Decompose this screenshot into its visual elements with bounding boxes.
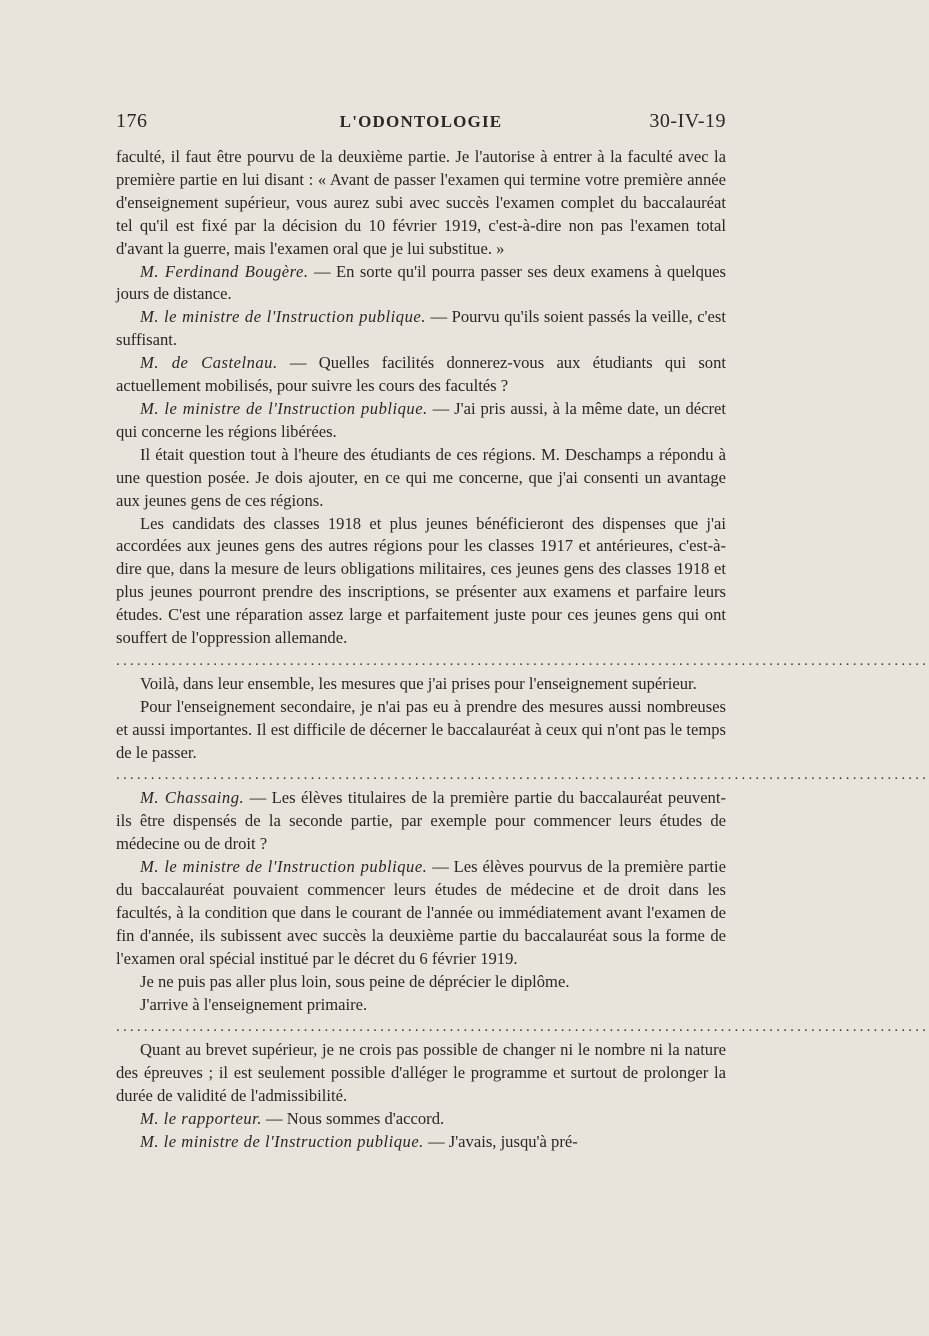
speaker: M. Chassaing. — [140, 788, 245, 808]
paragraph: M. le ministre de l'Instruction publique. — Les élèves pourvus de la première partie du baccalauréat pouvaient commencer leurs études de médecine et de droit dans les facultés, à la condition que dans le courant de l'année ou immédiatement avant l'examen de fin d'année, ils subissent avec succès la deuxième partie du baccalauréat sous la forme de l'examen oral spécial institué par le décret du 6 février 1919. — [116, 857, 726, 968]
paragraph: Il était question tout à l'heure des étudiants de ces régions. M. Deschamps a répondu à une question posée. Je dois ajouter, en ce qui me concerne, que j'ai consenti un avantage aux jeunes gens de ces régions. — [116, 444, 726, 510]
speaker: M. de Castelnau. — [140, 353, 278, 373]
paragraph: faculté, il faut être pourvu de la deuxième partie. Je l'autorise à entrer à la faculté avec la première partie en lui disant : « Avant de passer l'examen qui termine votre première année d'enseignement supérieur, vous aurez subi avec succès l'examen complet du baccalauréat tel qu'il est fixé par la décision du 10 février 1919, c'est-à-dire non pas l'examen total d'avant la guerre, mais l'examen oral que je lui substitue. » — [116, 147, 726, 258]
speaker: M. le ministre de l'Instruction publique. — [140, 398, 428, 418]
page-number: 176 — [116, 110, 148, 132]
journal-title: L'ODONTOLOGIE — [339, 112, 503, 131]
paragraph: M. le ministre de l'Instruction publique. — J'avais, jusqu'à pré- — [140, 1131, 578, 1151]
paragraph: M. Ferdinand Bougère. — En sorte qu'il pourra passer ses deux examens à quelques jours de distance. — [116, 261, 727, 304]
speaker: M. le ministre de l'Instruction publique. — [140, 857, 428, 877]
paragraph: J'arrive à l'enseignement primaire. — [140, 994, 368, 1014]
article-body — [116, 146, 929, 1154]
dot-leader: ..................................................................................................................... — [116, 767, 929, 784]
issue-date: 30-IV-19 — [649, 110, 726, 132]
paragraph: Quant au brevet supérieur, je ne crois pas possible de changer ni le nombre ni la nature des épreuves ; il est seulement possible d'alléger le programme et surtout de prolonger la durée de validité de l'admissibilité. — [116, 1040, 726, 1106]
paragraph: Les candidats des classes 1918 et plus jeunes bénéficieront des dispenses que j'ai accordées aux jeunes gens des autres régions pour les classes 1917 et antérieures, c'est-à-dire que, dans la mesure de leurs obligations militaires, ces jeunes gens des classes 1918 et plus jeunes pourront prendre des inscriptions, se présenter aux examens et parfaire leurs études. C'est une réparation assez large et parfaitement juste pour ces jeunes gens qui ont souffert de l'oppression allemande. — [116, 513, 726, 648]
paragraph: M. Chassaing. — Les élèves titulaires de la première partie du baccalauréat peuvent-ils être dispensés de la seconde partie, par exemple pour commencer leurs études de médecine ou de droit ? — [116, 788, 726, 854]
running-header — [116, 110, 726, 136]
paragraph: Je ne puis pas aller plus loin, sous peine de déprécier le diplôme. — [140, 971, 570, 991]
paragraph: M. le rapporteur. — Nous sommes d'accord. — [140, 1109, 445, 1129]
paragraph: M. de Castelnau. — Quelles facilités donnerez-vous aux étudiants qui sont actuellement mobilisés, pour suivre les cours des facultés ? — [116, 353, 726, 396]
paragraph: M. le ministre de l'Instruction publique. — Pourvu qu'ils soient passés la veille, c'est suffisant. — [116, 307, 726, 350]
dot-leader: ..................................................................................................................... — [116, 652, 929, 669]
speaker: M. le ministre de l'Instruction publique. — [140, 1131, 424, 1151]
speaker: M. le ministre de l'Instruction publique. — [140, 307, 426, 327]
paragraph: Voilà, dans leur ensemble, les mesures que j'ai prises pour l'enseignement supérieur. — [140, 673, 697, 693]
paragraph: Pour l'enseignement secondaire, je n'ai pas eu à prendre des mesures aussi nombreuses et aussi importantes. Il est difficile de décerner le baccalauréat à ceux qui n'ont pas le temps de le passer. — [116, 696, 726, 762]
speaker: M. Ferdinand Bougère. — [140, 261, 309, 281]
dot-leader: ..................................................................................................................... — [116, 1019, 929, 1036]
paragraph: M. le ministre de l'Instruction publique. — J'ai pris aussi, à la même date, un décret qui concerne les régions libérées. — [116, 398, 726, 441]
speaker: M. le rapporteur. — [140, 1109, 262, 1129]
